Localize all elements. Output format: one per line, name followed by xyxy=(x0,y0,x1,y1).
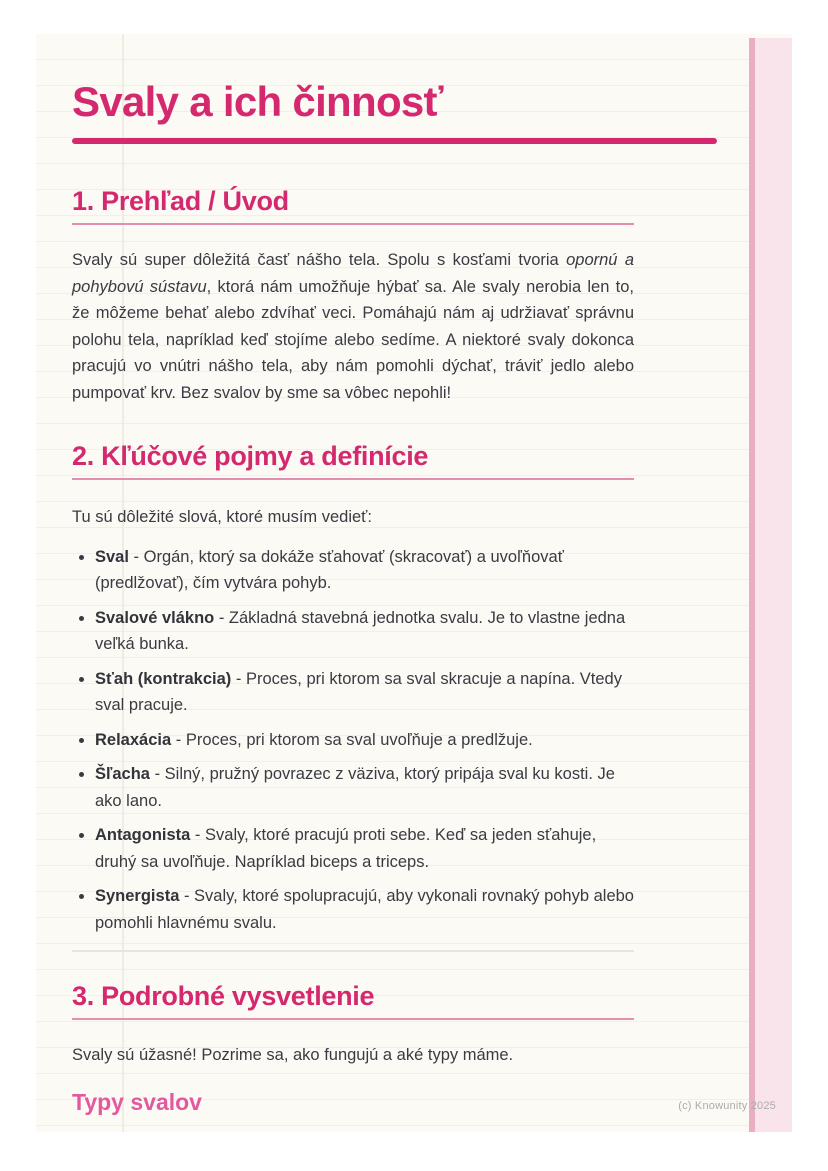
notebook-page xyxy=(36,34,792,1132)
term-definition: Svaly, ktoré pracujú proti sebe. Keď sa jeden sťahuje, druhý sa uvoľňuje. Napríklad biceps a triceps. xyxy=(95,826,597,871)
term-label: Sťah (kontrakcia) xyxy=(95,669,232,688)
term-definition: Svaly, ktoré spolupracujú, aby vykonali rovnaký pohyb alebo pomohli hlavnému svalu. xyxy=(95,887,634,932)
term-separator: - xyxy=(214,608,229,627)
heading-underline xyxy=(72,223,634,225)
section-heading-explanation: 3. Podrobné vysvetlenie xyxy=(72,981,375,1011)
list-item xyxy=(95,822,634,875)
term-definition: Orgán, ktorý sa dokáže sťahovať (skracovať) a uvoľňovať (predlžovať), čím vytvára pohyb. xyxy=(95,547,564,593)
list-item xyxy=(95,883,634,936)
term-separator: - xyxy=(231,669,246,688)
section-heading-terms: 2. Kľúčové pojmy a definície xyxy=(72,441,429,471)
section-terms xyxy=(72,440,634,936)
term-label: Antagonista xyxy=(95,826,191,845)
terms-intro: Tu sú dôležité slová, ktoré musím vedieť: xyxy=(72,508,372,527)
section-explanation xyxy=(72,980,634,1116)
section-divider xyxy=(72,950,634,952)
term-separator: - xyxy=(190,826,206,845)
term-label: Šľacha xyxy=(95,765,150,784)
intro-paragraph-italic: opornú a pohybovú sústavu xyxy=(72,251,635,296)
intro-paragraph-start: Svaly sú super dôležitá časť nášho tela. Spolu s kosťami tvoria xyxy=(72,251,567,270)
list-item xyxy=(95,544,634,597)
heading-underline xyxy=(72,1018,634,1020)
section-overview xyxy=(72,185,634,406)
intro-paragraph-end: , ktorá nám umožňuje hýbať sa. Ale svaly nerobia len to, že môžeme behať alebo zdvíhať veci. Pomáhajú nám aj udržiavať správnu polohu tela, napríklad keď stojíme alebo sedíme. A niektoré svaly dokonca pracujú vo vnútri nášho tela, aby nám pomohli dýchať, tráviť jedlo alebo pumpovať krv. Bez svalov by sme sa vôbec nepohli! xyxy=(72,277,634,402)
term-label: Synergista xyxy=(95,887,180,906)
list-item xyxy=(95,605,634,658)
list-item xyxy=(95,666,634,719)
footer-credit: (c) Knowunity 2025 xyxy=(678,1100,776,1112)
term-separator: - xyxy=(128,547,144,566)
term-list xyxy=(72,544,634,937)
list-item xyxy=(95,761,634,814)
accent-stripe xyxy=(749,38,792,1132)
title-rule xyxy=(72,138,717,144)
section-heading-overview: 1. Prehľad / Úvod xyxy=(72,186,289,216)
term-definition: Silný, pružný povrazec z väziva, ktorý pripája sval ku kosti. Je ako lano. xyxy=(95,765,615,810)
term-definition: Proces, pri ktorom sa sval skracuje a napína. Vtedy sval pracuje. xyxy=(95,669,622,715)
term-definition: Proces, pri ktorom sa sval uvoľňuje a predlžuje. xyxy=(185,730,533,749)
term-label: Sval xyxy=(95,547,129,566)
heading-underline xyxy=(72,478,634,480)
subheading-muscle-types: Typy svalov xyxy=(72,1088,202,1115)
term-definition: Základná stavebná jednotka svalu. Je to vlastne jedna veľká bunka. xyxy=(95,608,626,654)
term-separator: - xyxy=(149,765,165,784)
term-label: Relaxácia xyxy=(95,730,172,749)
list-item xyxy=(95,727,634,754)
term-separator: - xyxy=(179,887,195,906)
intro-paragraph xyxy=(72,247,634,406)
term-label: Svalové vlákno xyxy=(95,608,215,627)
page-title: Svaly a ich činnosť xyxy=(72,78,443,125)
term-separator: - xyxy=(171,730,186,749)
doc-header xyxy=(72,78,717,144)
explanation-paragraph: Svaly sú úžasné! Pozrime sa, ako fungujú a aké typy máme. xyxy=(72,1046,514,1065)
